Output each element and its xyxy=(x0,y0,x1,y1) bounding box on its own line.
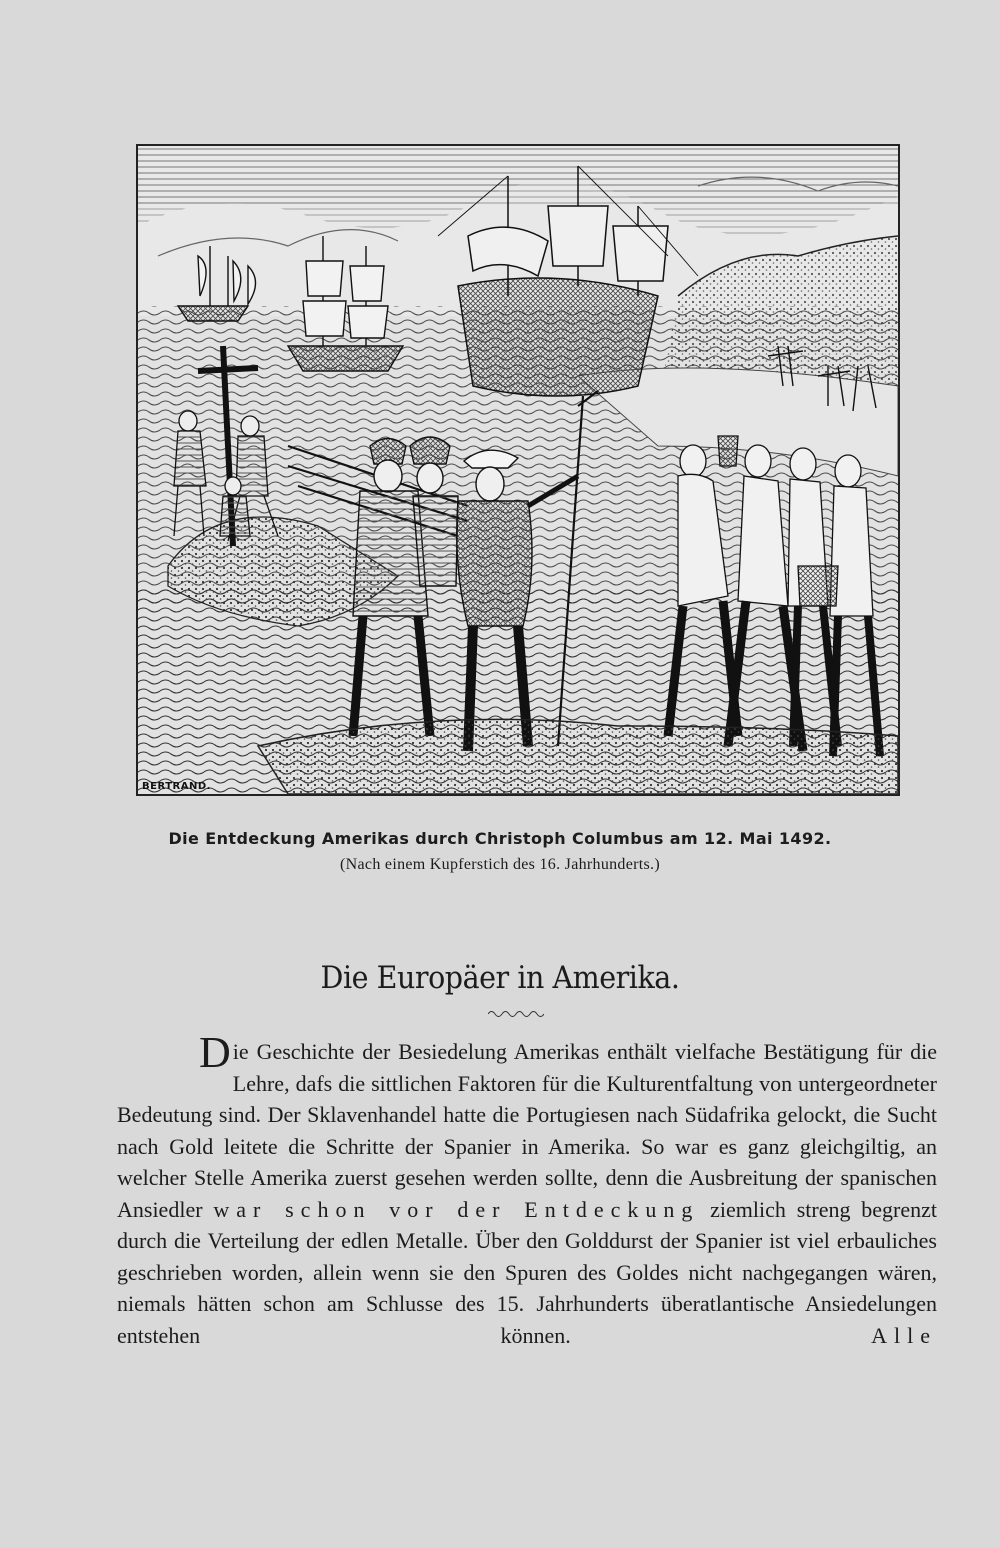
body-paragraph xyxy=(117,1028,938,1351)
decorative-rule xyxy=(488,1008,544,1018)
paragraph-text-2: ziemlich streng begrenzt durch die Verteilung der edlen Metalle. Über den Golddurst der Spanier ist viel erbauliches geschrieben worden, allein wenn sie den Spuren des Goldes nicht nachgegangen wären, niemals hätten schon am Schlusse des 15. Jahrhunderts überatlantische Ansiedelungen entstehen können. xyxy=(117,1196,938,1348)
paragraph-text-1: ie Geschichte der Besiedelung Amerikas enthält vielfache Bestätigung für die Lehre, dafs die sittlichen Faktoren für die Kulturentfaltung von untergeordneter Bedeutung sind. Der Sklavenhandel hatte die Portugiesen nach Südafrika gelockt, die Sucht nach Gold leitete die Schritte der Spanier in Amerika. So war es ganz gleichgiltig, an welcher Stelle Amerika zuerst gesehen werden sollte, denn die Ausbreitung der spanischen Ansiedler xyxy=(117,1039,937,1222)
engraving-illustration xyxy=(136,144,900,796)
figure-caption: Die Entdeckung Amerikas durch Christoph Columbus am 12. Mai 1492. xyxy=(168,829,832,848)
spaced-emphasis-end: Alle xyxy=(871,1322,937,1348)
spaced-emphasis: war schon vor der Entdeckung xyxy=(213,1196,700,1222)
figure-source: (Nach einem Kupferstich des 16. Jahrhunderts.) xyxy=(340,856,660,873)
drop-cap: D xyxy=(199,1028,231,1077)
chapter-heading: Die Europäer in Amerika. xyxy=(320,960,680,996)
engraver-signature: BERTRAND. xyxy=(142,781,211,792)
engraving-scene xyxy=(138,146,898,794)
